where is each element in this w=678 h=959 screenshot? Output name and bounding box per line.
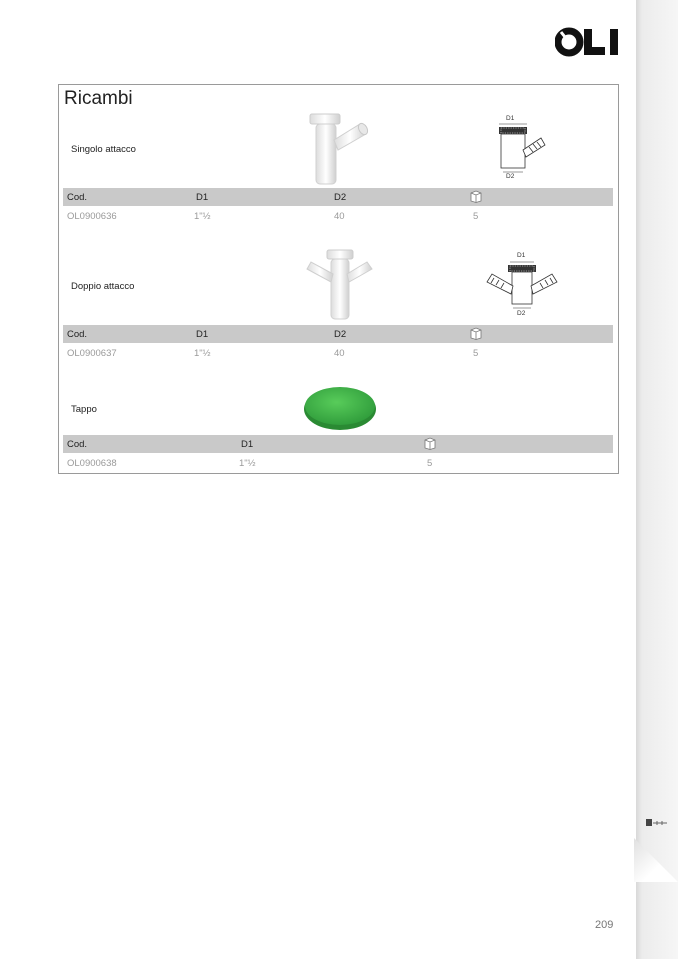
table-row [63, 209, 613, 223]
page-number: 209 [595, 919, 614, 931]
cell-d2: 40 [334, 211, 345, 222]
col-code: Cod. [67, 329, 88, 340]
package-icon [470, 190, 482, 203]
package-icon [470, 327, 482, 340]
d2-label: D2 [506, 173, 515, 180]
col-code: Cod. [67, 439, 88, 450]
product-name: Singolo attacco [71, 144, 136, 155]
d2-label: D2 [517, 310, 526, 317]
cell-code: OL0900636 [67, 211, 117, 222]
cell-d1: 1"½ [194, 211, 211, 222]
d1-label: D1 [517, 252, 526, 259]
col-d2: D2 [334, 192, 347, 203]
col-code: Cod. [67, 192, 88, 203]
page-edge-strip [636, 0, 678, 959]
single-attachment-drawing [493, 114, 553, 184]
col-d2: D2 [334, 329, 347, 340]
cell-d1: 1"½ [239, 458, 256, 469]
col-d1: D1 [196, 192, 209, 203]
single-attachment-photo [300, 112, 372, 186]
double-attachment-drawing [482, 252, 562, 322]
col-d1: D1 [196, 329, 209, 340]
double-attachment-photo [305, 248, 375, 322]
cell-d2: 40 [334, 348, 345, 359]
cell-code: OL0900637 [67, 348, 117, 359]
table-header [63, 435, 613, 453]
cell-pack: 5 [473, 348, 479, 359]
table-row [63, 456, 613, 470]
table-header [63, 188, 613, 206]
table-row [63, 346, 613, 360]
cell-d1: 1"½ [194, 348, 211, 359]
table-header [63, 325, 613, 343]
section-thumbnail-icon [645, 817, 669, 829]
package-icon [424, 437, 436, 450]
green-cap-photo [303, 385, 377, 431]
cell-pack: 5 [473, 211, 479, 222]
product-name: Doppio attacco [71, 281, 135, 292]
cell-pack: 5 [427, 458, 433, 469]
product-name: Tappo [71, 404, 97, 415]
section-title: Ricambi [64, 88, 133, 109]
col-d1: D1 [241, 439, 254, 450]
cell-code: OL0900638 [67, 458, 117, 469]
brand-logo [555, 26, 621, 58]
d1-label: D1 [506, 115, 515, 122]
